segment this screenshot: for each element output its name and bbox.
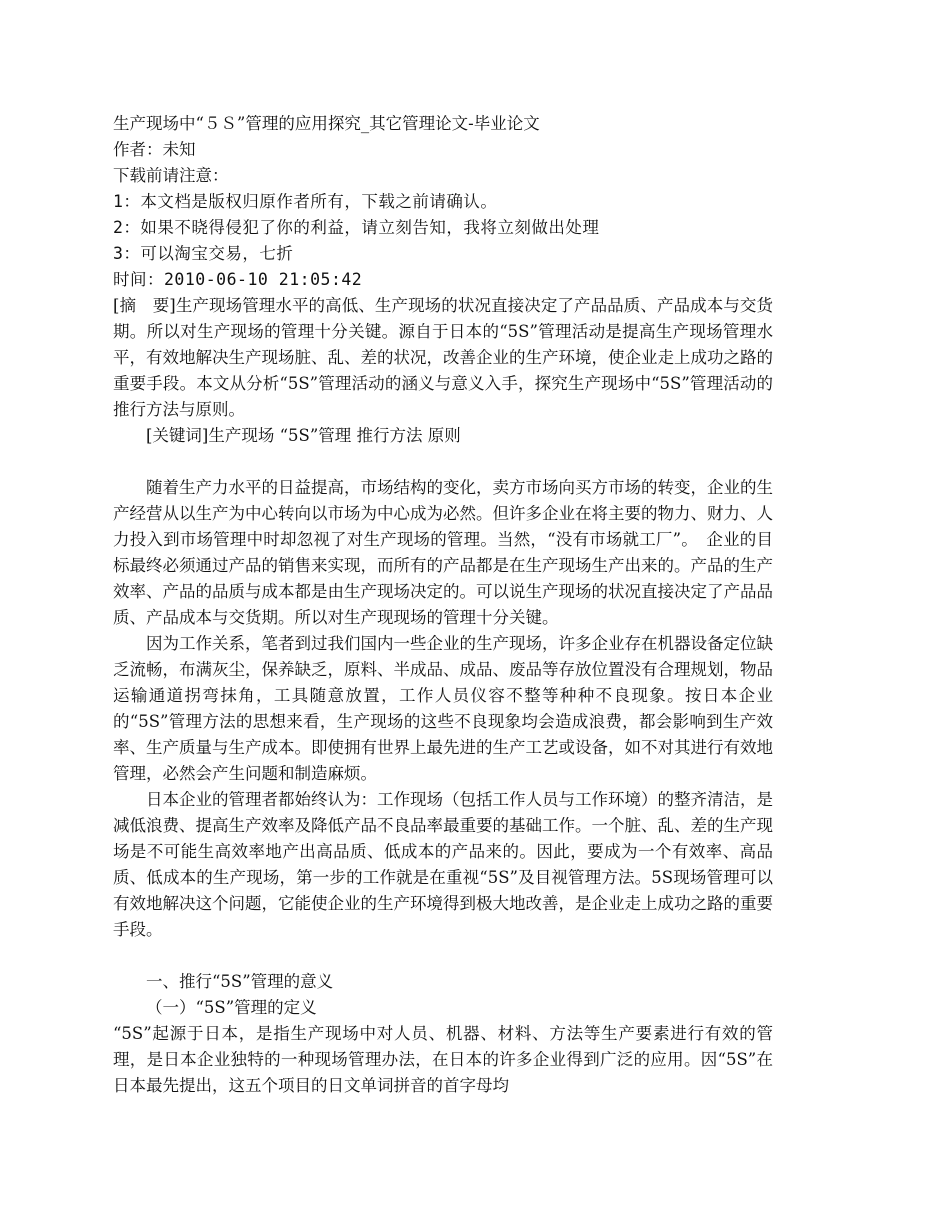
document-page	[113, 111, 773, 1099]
section-heading: 一、推行“5S”管理的意义	[146, 972, 334, 991]
notice-heading: 下载前请注意：	[113, 166, 229, 185]
notice-item: 3：可以淘宝交易，七折	[113, 244, 294, 263]
body-paragraph: 日本企业的管理者都始终认为：工作现场（包括工作人员与工作环境）的整齐清洁，是减低浪费、提高生产效率及降低产品不良品率最重要的基础工作。一个脏、乱、差的生产现场是不可能生高效率地产出高品质、低成本的产品来的。因此，要成为一个有效率、高品质、低成本的生产现场，第一步的工作就是在重视“5S”及目视管理方法。5S现场管理可以有效地解决这个问题，它能使企业的生产环境得到极大地改善，是企业走上成功之路的重要手段。	[113, 790, 773, 939]
spacer	[113, 449, 773, 475]
notice-item: 2：如果不晓得侵犯了你的利益，请立刻告知，我将立刻做出处理	[113, 218, 600, 237]
document-title: 生产现场中“５Ｓ”管理的应用探究_其它管理论文-毕业论文	[113, 114, 540, 133]
author-line: 作者：未知	[113, 140, 196, 159]
body-paragraph: 随着生产力水平的日益提高，市场结构的变化，卖方市场向买方市场的转变，企业的生产经营从以生产为中心转向以市场为中心成为必然。但许多企业在将主要的物力、财力、人力投入到市场管理中时却忽视了对生产现场的管理。当然，“没有市场就工厂”。 企业的目标最终必须通过产品的销售来实现，而所有的产品都是在生产现场生产出来的。产品的生产效率、产品的品质与成本都是由生产现场决定的。可以说生产现场的状况直接决定了产品品质、产品成本与交货期。所以对生产现现场的管理十分关键。	[113, 478, 773, 627]
notice-item: 1：本文档是版权归原作者所有，下载之前请确认。	[113, 192, 498, 211]
body-paragraph: 因为工作关系，笔者到过我们国内一些企业的生产现场，许多企业存在机器设备定位缺乏流畅，布满灰尘，保养缺乏，原料、半成品、成品、废品等存放位置没有合理规划，物品运输通道拐弯抹角，工具随意放置，工作人员仪容不整等种种不良现象。按日本企业的“5S”管理方法的思想来看，生产现场的这些不良现象均会造成浪费，都会影响到生产效率、生产质量与生产成本。即使拥有世界上最先进的生产工艺或设备，如不对其进行有效地管理，必然会产生问题和制造麻烦。	[113, 634, 773, 783]
spacer	[113, 943, 773, 969]
body-paragraph: “5S”起源于日本，是指生产现场中对人员、机器、材料、方法等生产要素进行有效的管理，是日本企业独特的一种现场管理办法，在日本的许多企业得到广泛的应用。因“5S”在日本最先提出，这五个项目的日文单词拼音的首字母均	[113, 1024, 773, 1095]
subsection-heading: （一）“5S”管理的定义	[146, 998, 317, 1017]
timestamp: 时间：2010-06-10 21:05:42	[113, 270, 363, 289]
abstract: [摘 要]生产现场管理水平的高低、生产现场的状况直接决定了产品品质、产品成本与交货期。所以对生产现场的管理十分关键。源自于日本的“5S”管理活动是提高生产现场管理水平，有效地解决生产现场脏、乱、差的状况，改善企业的生产环境，使企业走上成功之路的重要手段。本文从分析“5S”管理活动的涵义与意义入手，探究生产现场中“5S”管理活动的推行方法与原则。	[113, 296, 773, 419]
keywords: [关键词]生产现场 “5S”管理 推行方法 原则	[146, 426, 461, 445]
